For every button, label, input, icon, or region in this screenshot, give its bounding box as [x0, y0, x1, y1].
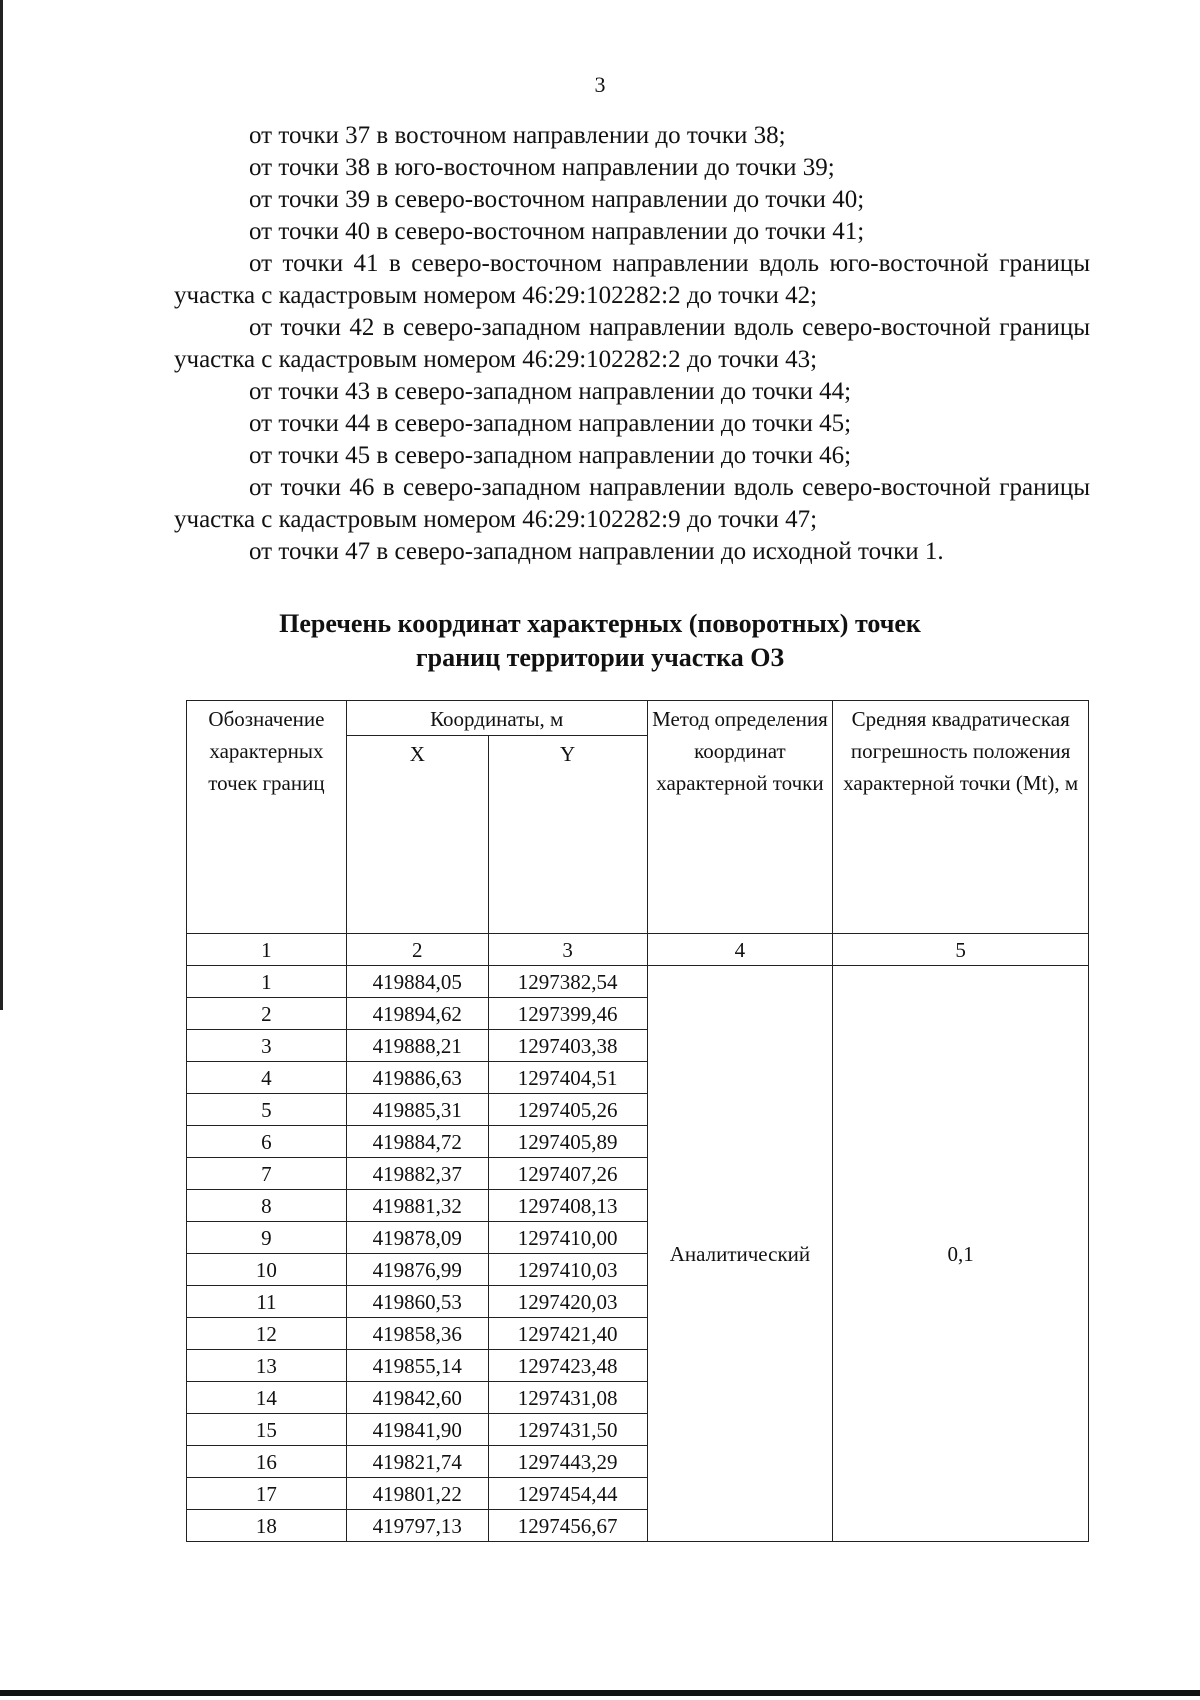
- coord-x: 419884,72: [346, 1126, 488, 1158]
- coord-x: 419876,99: [346, 1254, 488, 1286]
- point-number: 18: [187, 1510, 347, 1542]
- point-number: 17: [187, 1478, 347, 1510]
- scan-bottom-edge: [0, 1690, 1200, 1696]
- coordinates-table: [186, 700, 1089, 1542]
- paragraph: от точки 45 в северо-западном направлении до точки 46;: [249, 442, 852, 469]
- point-number: 14: [187, 1382, 347, 1414]
- point-number: 7: [187, 1158, 347, 1190]
- coord-y: 1297405,26: [488, 1094, 647, 1126]
- paragraph: от точки 40 в северо-восточном направлении до точки 41;: [249, 218, 865, 245]
- point-number: 10: [187, 1254, 347, 1286]
- coord-y: 1297431,50: [488, 1414, 647, 1446]
- coord-y: 1297403,38: [488, 1030, 647, 1062]
- coord-y: 1297405,89: [488, 1126, 647, 1158]
- coord-y: 1297423,48: [488, 1350, 647, 1382]
- coord-y: 1297410,00: [488, 1222, 647, 1254]
- paragraph: от точки 43 в северо-западном направлении до точки 44;: [249, 378, 852, 405]
- column-number: 2: [346, 934, 488, 966]
- paragraph: от точки 47 в северо-западном направлении до исходной точки 1.: [249, 538, 944, 565]
- coord-y: 1297410,03: [488, 1254, 647, 1286]
- point-number: 4: [187, 1062, 347, 1094]
- coord-y: 1297382,54: [488, 966, 647, 998]
- paragraph: от точки 37 в восточном направлении до точки 38;: [249, 122, 786, 149]
- table-title-line: границ территории участка ОЗ: [415, 643, 785, 672]
- coord-x: 419855,14: [346, 1350, 488, 1382]
- table-title: [0, 607, 1200, 675]
- scan-left-edge: [0, 0, 3, 1010]
- coord-x: 419841,90: [346, 1414, 488, 1446]
- coord-y: 1297420,03: [488, 1286, 647, 1318]
- point-number: 12: [187, 1318, 347, 1350]
- paragraph: от точки 44 в северо-западном направлении до точки 45;: [249, 410, 852, 437]
- coord-x: 419858,36: [346, 1318, 488, 1350]
- coord-y: 1297443,29: [488, 1446, 647, 1478]
- coord-y: 1297454,44: [488, 1478, 647, 1510]
- coord-x: 419842,60: [346, 1382, 488, 1414]
- point-number: 11: [187, 1286, 347, 1318]
- point-number: 3: [187, 1030, 347, 1062]
- point-number: 15: [187, 1414, 347, 1446]
- coord-x: 419878,09: [346, 1222, 488, 1254]
- coord-y: 1297404,51: [488, 1062, 647, 1094]
- coord-y: 1297456,67: [488, 1510, 647, 1542]
- coord-x: 419888,21: [346, 1030, 488, 1062]
- paragraph: от точки 46 в северо-западном направлении вдоль северо-восточной границы участка с кадастровым номером 46:29:102282:9 до точки 47;: [174, 474, 1090, 533]
- header-designation: Обозначение характерных точек границ: [187, 701, 347, 934]
- coord-x: 419860,53: [346, 1286, 488, 1318]
- point-number: 6: [187, 1126, 347, 1158]
- coord-x: 419886,63: [346, 1062, 488, 1094]
- coord-x: 419882,37: [346, 1158, 488, 1190]
- paragraph: от точки 39 в северо-восточном направлении до точки 40;: [249, 186, 865, 213]
- route-description: [174, 120, 1090, 568]
- table-title-line: Перечень координат характерных (поворотных) точек: [279, 609, 921, 638]
- header-coordinates: Координаты, м: [346, 701, 647, 736]
- table-row: [187, 966, 1089, 998]
- header-x: X: [346, 736, 488, 934]
- column-number: 3: [488, 934, 647, 966]
- error-cell: 0,1: [833, 966, 1089, 1542]
- coord-x: 419884,05: [346, 966, 488, 998]
- point-number: 9: [187, 1222, 347, 1254]
- method-cell: Аналитический: [647, 966, 833, 1542]
- header-method: Метод определения координат характерной точки: [647, 701, 833, 934]
- coord-y: 1297399,46: [488, 998, 647, 1030]
- coord-x: 419894,62: [346, 998, 488, 1030]
- header-y: Y: [488, 736, 647, 934]
- paragraph: от точки 42 в северо-западном направлении вдоль северо-восточной границы участка с кадастровым номером 46:29:102282:2 до точки 43;: [174, 314, 1090, 373]
- coord-x: 419885,31: [346, 1094, 488, 1126]
- point-number: 5: [187, 1094, 347, 1126]
- column-number: 1: [187, 934, 347, 966]
- paragraph: от точки 38 в юго-восточном направлении до точки 39;: [249, 154, 835, 181]
- coord-x: 419797,13: [346, 1510, 488, 1542]
- coord-y: 1297421,40: [488, 1318, 647, 1350]
- coord-x: 419801,22: [346, 1478, 488, 1510]
- coord-x: 419821,74: [346, 1446, 488, 1478]
- page-number: 3: [594, 72, 606, 97]
- coord-y: 1297407,26: [488, 1158, 647, 1190]
- column-number: 4: [647, 934, 833, 966]
- point-number: 13: [187, 1350, 347, 1382]
- point-number: 2: [187, 998, 347, 1030]
- point-number: 8: [187, 1190, 347, 1222]
- coord-y: 1297431,08: [488, 1382, 647, 1414]
- column-number-row: [187, 934, 1089, 966]
- point-number: 16: [187, 1446, 347, 1478]
- coord-x: 419881,32: [346, 1190, 488, 1222]
- point-number: 1: [187, 966, 347, 998]
- paragraph: от точки 41 в северо-восточном направлении вдоль юго-восточной границы участка с кадастровым номером 46:29:102282:2 до точки 42;: [174, 250, 1090, 309]
- header-error: Средняя квадратическая погрешность положения характерной точки (Mt), м: [833, 701, 1089, 934]
- coord-y: 1297408,13: [488, 1190, 647, 1222]
- column-number: 5: [833, 934, 1089, 966]
